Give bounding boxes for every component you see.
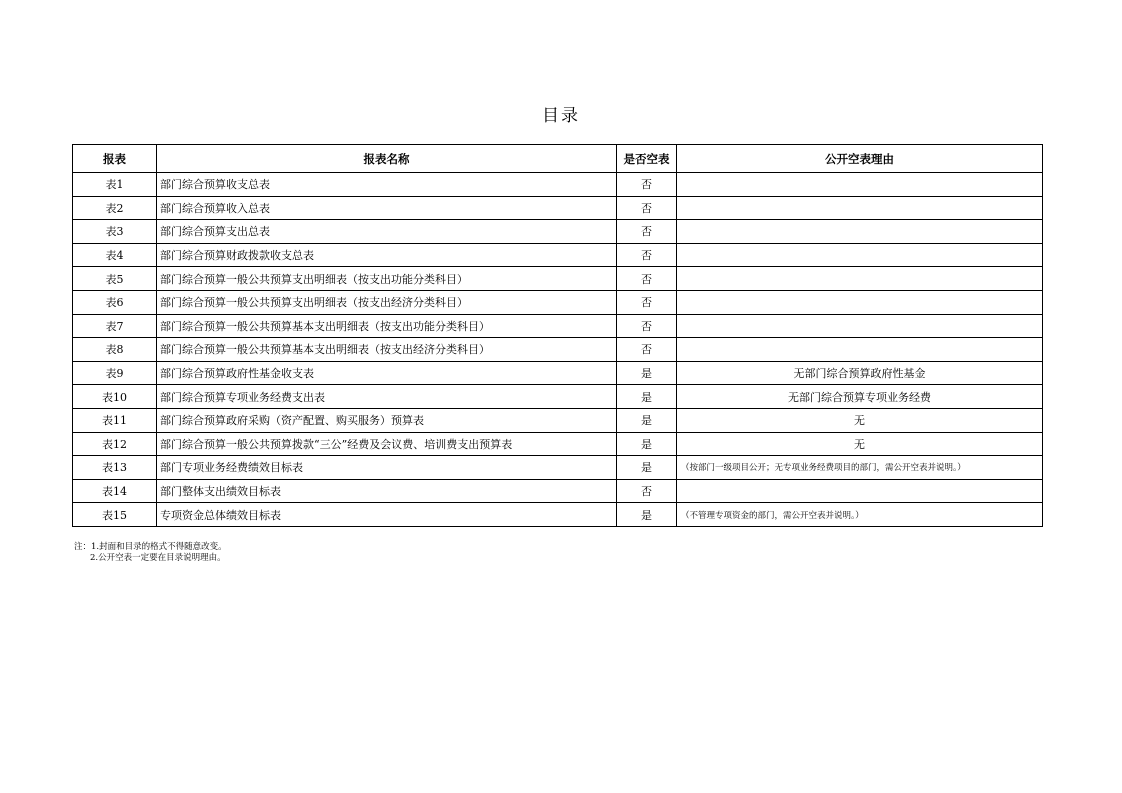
empty-reason: 无: [677, 432, 1043, 456]
header-empty-reason: 公开空表理由: [677, 145, 1043, 173]
header-report-no: 报表: [73, 145, 157, 173]
report-name: 部门综合预算一般公共预算支出明细表（按支出功能分类科目）: [157, 267, 617, 291]
is-empty: 否: [617, 220, 677, 244]
table-row: [73, 267, 1043, 291]
report-no: 表14: [73, 479, 157, 503]
empty-reason: 无部门综合预算政府性基金: [677, 361, 1043, 385]
report-name: 部门整体支出绩效目标表: [157, 479, 617, 503]
is-empty: 否: [617, 173, 677, 197]
is-empty: 否: [617, 267, 677, 291]
is-empty: 否: [617, 479, 677, 503]
is-empty: 是: [617, 385, 677, 409]
report-name: 部门综合预算一般公共预算基本支出明细表（按支出经济分类科目）: [157, 338, 617, 362]
report-no: 表1: [73, 173, 157, 197]
is-empty: 否: [617, 338, 677, 362]
table-row: [73, 196, 1043, 220]
report-no: 表12: [73, 432, 157, 456]
footnotes: [74, 542, 227, 564]
is-empty: 是: [617, 361, 677, 385]
table-header-row: [73, 145, 1043, 173]
report-name: 部门综合预算一般公共预算支出明细表（按支出经济分类科目）: [157, 290, 617, 314]
empty-reason: [677, 479, 1043, 503]
report-no: 表8: [73, 338, 157, 362]
table-row: [73, 173, 1043, 197]
table-row: [73, 220, 1043, 244]
table-row: [73, 290, 1043, 314]
report-no: 表9: [73, 361, 157, 385]
empty-reason: [677, 220, 1043, 244]
table-row: [73, 338, 1043, 362]
empty-reason: [677, 290, 1043, 314]
is-empty: 否: [617, 196, 677, 220]
report-name: 专项资金总体绩效目标表: [157, 503, 617, 527]
is-empty: 是: [617, 456, 677, 480]
page-title: 目录: [542, 106, 580, 126]
report-name: 部门综合预算财政拨款收支总表: [157, 243, 617, 267]
is-empty: 是: [617, 432, 677, 456]
empty-reason: （不管理专项资金的部门，需公开空表并说明。）: [677, 503, 1043, 527]
report-name: 部门综合预算专项业务经费支出表: [157, 385, 617, 409]
report-no: 表2: [73, 196, 157, 220]
is-empty: 否: [617, 243, 677, 267]
report-name: 部门综合预算政府采购（资产配置、购买服务）预算表: [157, 408, 617, 432]
report-no: 表4: [73, 243, 157, 267]
header-is-empty: 是否空表: [617, 145, 677, 173]
report-name: 部门综合预算收入总表: [157, 196, 617, 220]
table-row: [73, 503, 1043, 527]
footnote-1: 注：1.封面和目录的格式不得随意改变。: [74, 542, 227, 552]
report-no: 表7: [73, 314, 157, 338]
table-row: [73, 456, 1043, 480]
report-name: 部门综合预算收支总表: [157, 173, 617, 197]
empty-reason: [677, 173, 1043, 197]
table-row: [73, 479, 1043, 503]
empty-reason: [677, 196, 1043, 220]
header-report-name: 报表名称: [157, 145, 617, 173]
table-row: [73, 243, 1043, 267]
report-name: 部门综合预算支出总表: [157, 220, 617, 244]
empty-reason: [677, 314, 1043, 338]
report-no: 表13: [73, 456, 157, 480]
empty-reason: [677, 267, 1043, 291]
empty-reason: [677, 243, 1043, 267]
report-no: 表5: [73, 267, 157, 291]
report-name: 部门综合预算一般公共预算拨款“三公”经费及会议费、培训费支出预算表: [157, 432, 617, 456]
report-name: 部门专项业务经费绩效目标表: [157, 456, 617, 480]
table-row: [73, 361, 1043, 385]
empty-reason: 无: [677, 408, 1043, 432]
is-empty: 否: [617, 314, 677, 338]
is-empty: 是: [617, 408, 677, 432]
report-name: 部门综合预算政府性基金收支表: [157, 361, 617, 385]
report-no: 表6: [73, 290, 157, 314]
report-no: 表15: [73, 503, 157, 527]
report-no: 表11: [73, 408, 157, 432]
is-empty: 否: [617, 290, 677, 314]
table-row: [73, 408, 1043, 432]
table-row: [73, 385, 1043, 409]
report-no: 表10: [73, 385, 157, 409]
empty-reason: [677, 338, 1043, 362]
report-no: 表3: [73, 220, 157, 244]
toc-table: [72, 144, 1043, 527]
table-row: [73, 432, 1043, 456]
empty-reason: 无部门综合预算专项业务经费: [677, 385, 1043, 409]
is-empty: 是: [617, 503, 677, 527]
footnote-2: 2.公开空表一定要在目录说明理由。: [90, 553, 226, 563]
empty-reason: （按部门一级项目公开；无专项业务经费项目的部门，需公开空表并说明。）: [677, 456, 1043, 480]
table-row: [73, 314, 1043, 338]
report-name: 部门综合预算一般公共预算基本支出明细表（按支出功能分类科目）: [157, 314, 617, 338]
